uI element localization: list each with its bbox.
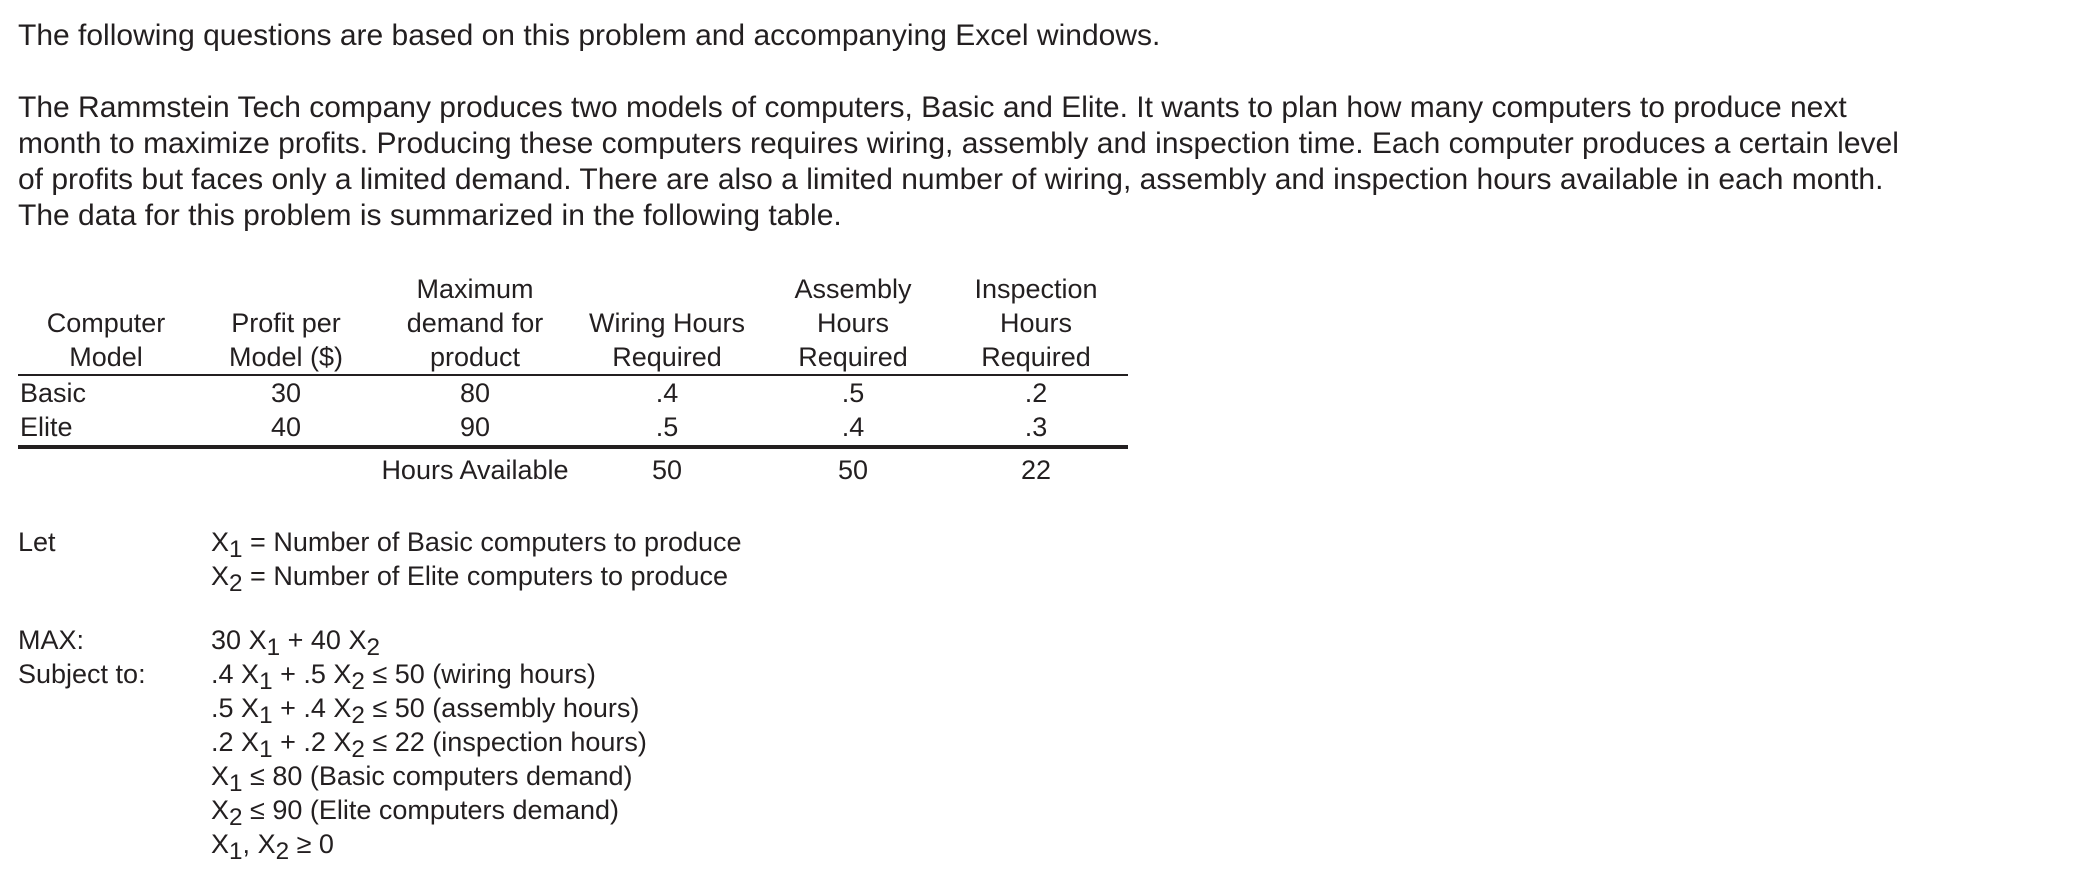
cell-assembly: .4 — [762, 410, 944, 447]
x1-definition: = Number of Basic computers to produce — [250, 527, 742, 557]
problem-page — [18, 18, 2058, 866]
cell-wiring: .4 — [655, 378, 679, 408]
header-computer-model: Computer Model — [18, 272, 194, 375]
cell-demand: 90 — [378, 410, 572, 447]
constraint-nonnegativity: $X_1$, $X_2 \ge 0$ — [211, 829, 334, 866]
header-wiring-hours: Wiring Hours Required — [572, 272, 762, 375]
cell-inspection: .2 — [1024, 378, 1048, 408]
cell-assembly: .5 — [841, 378, 865, 408]
cell-wiring: .5 — [572, 410, 762, 447]
variable-definition-x1: Let $X_1$ = Number of Basic computers to produce — [18, 527, 742, 564]
cell-model: Basic — [20, 378, 87, 408]
cell-profit: 30 — [270, 378, 302, 408]
intro-text: The following questions are based on this problem and accompanying Excel windows. — [18, 19, 1161, 52]
constraint-inspection: .2 $X_1 + .2$ $X_2 \le 22$ (inspection hours) — [211, 727, 647, 764]
table-row-hours-available — [18, 447, 1128, 487]
x2-definition: = Number of Elite computers to produce — [250, 561, 729, 591]
table-header-row — [18, 272, 1128, 375]
table-row-basic — [18, 375, 1128, 410]
constraint-assembly: .5 $X_1 + .4$ $X_2 \le 50$ (assembly hours) — [211, 693, 640, 730]
header-profit-per-model: Profit per Model ($) — [194, 272, 378, 375]
problem-statement: The Rammstein Tech company produces two models of computers, Basic and Elite. It wants to plan how many computers to produce next month to maximize profits. Producing these computers requires wiring, assembly and inspection time. Each computer produces a certain level of profits but faces only a limited demand. There are also a limited number of wiring, assembly and inspection hours available in each month. The data for this problem is summarized in the following table. — [18, 91, 1899, 232]
header-assembly-hours: Assembly Hours Required — [762, 272, 944, 375]
cell-available-wiring: 50 — [651, 455, 683, 485]
table-row-elite — [18, 410, 1128, 447]
cell-available-assembly: 50 — [837, 455, 869, 485]
cell-inspection: .3 — [944, 410, 1128, 447]
problem-data-table — [18, 272, 1128, 487]
cell-model: Elite — [18, 410, 194, 447]
cell-available-inspection: 22 — [1020, 455, 1052, 485]
hours-available-label: Hours Available — [381, 455, 569, 485]
header-inspection-hours: Inspection Hours Required — [944, 272, 1128, 375]
subject-to-label: Subject to: — [18, 659, 146, 689]
max-label: MAX: — [18, 625, 85, 655]
cell-demand: 80 — [459, 378, 491, 408]
objective-function: MAX: 30 $X_1 + 40$ $X_2$ — [18, 625, 380, 662]
cell-profit: 40 — [194, 410, 378, 447]
variable-definition-x2: $X_2$ = Number of Elite computers to produce — [211, 561, 729, 598]
constraint-wiring: Subject to: .4 $X_1 + .5$ $X_2 \le 50$ (wiring hours) — [18, 659, 596, 696]
constraint-elite-demand: $X_2 \le 90$ (Elite computers demand) — [211, 795, 620, 832]
constraint-basic-demand: $X_1 \le 80$ (Basic computers demand) — [211, 761, 633, 798]
lp-formulation — [18, 525, 2058, 866]
let-label: Let — [18, 527, 56, 557]
header-maximum-demand: Maximum demand for product — [378, 272, 572, 375]
